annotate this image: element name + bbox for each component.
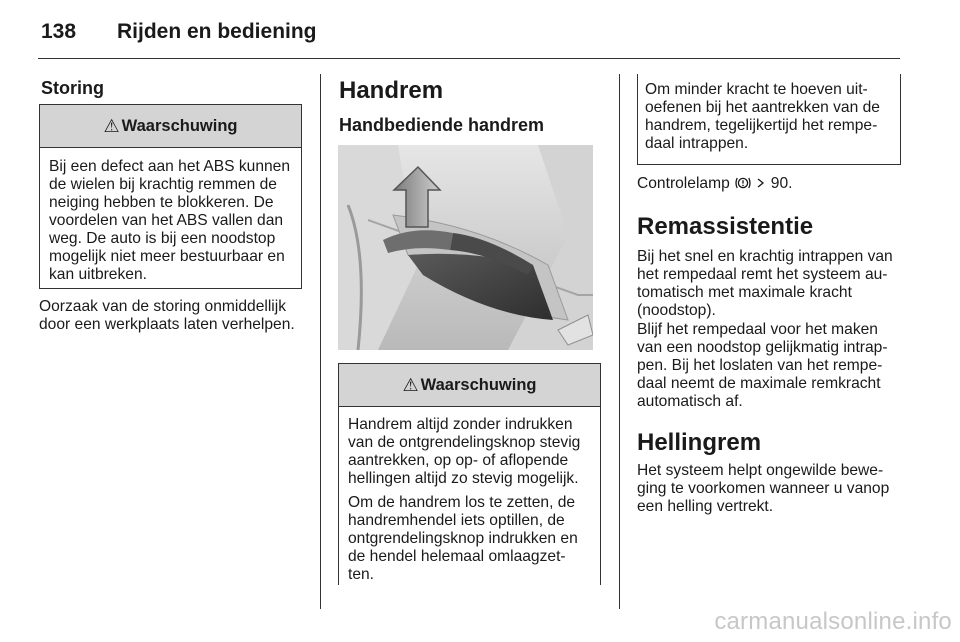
warning-body bbox=[339, 407, 600, 594]
warning-title: Waarschuwing bbox=[121, 116, 238, 135]
warning-box-abs bbox=[39, 104, 302, 289]
warning-box-handrem bbox=[338, 363, 601, 585]
continued-warning-text: Om minder kracht te hoeven uit- oefenen bij het aantrekken van de handrem, tegelijkertijd het rempe- daal intrappen. bbox=[645, 81, 880, 152]
handbrake-illustration-icon bbox=[338, 145, 593, 350]
header-divider bbox=[38, 58, 900, 59]
subheading-handbediende-handrem: Handbediende handrem bbox=[339, 115, 545, 135]
remassistentie-paragraph-1: Bij het snel en krachtig intrappen van het rempedaal remt het systeem au- tomatisch met maximale kracht (noodstop). bbox=[637, 248, 893, 319]
warning-header bbox=[339, 364, 600, 407]
warning-title: Waarschuwing bbox=[420, 375, 537, 394]
warning-triangle-icon: ⚠ bbox=[103, 115, 120, 136]
warning-triangle-icon: ⚠ bbox=[402, 374, 419, 395]
warning-text-1: Handrem altijd zonder indrukken van de ontgrendelingsknop stevig aantrekken, op op- of aflopende hellingen altijd zo stevig mogelijk. bbox=[348, 416, 581, 487]
page-reference-arrow-icon bbox=[756, 175, 770, 192]
watermark: carmanualsonline.info bbox=[714, 608, 952, 635]
remassistentie-paragraph-2: Blijf het rempedaal voor het maken van een noodstop gelijkmatig intrap- pen. Bij het loslaten van het rempe- daal neemt de maximale remkracht automatisch af. bbox=[637, 321, 888, 410]
section-heading-hellingrem: Hellingrem bbox=[637, 429, 762, 456]
section-heading-storing: Storing bbox=[41, 78, 104, 98]
page-number: 138 bbox=[41, 20, 77, 43]
warning-text: Bij een defect aan het ABS kunnen de wielen bij krachtig remmen de neiging hebben te blokkeren. De voordelen van het ABS vallen dan weg. De auto is bij een noodstop mogelijk niet meer bestuurbaar en kan uitbreken. bbox=[49, 158, 291, 283]
brake-warning-lamp-icon bbox=[734, 175, 752, 193]
chapter-title: Rijden en bediening bbox=[117, 20, 317, 43]
hellingrem-paragraph: Het systeem helpt ongewilde bewe- ging te voorkomen wanneer u vanop een helling vertrekt. bbox=[637, 462, 890, 515]
section-heading-handrem: Handrem bbox=[339, 77, 444, 104]
section-heading-remassistentie: Remassistentie bbox=[637, 213, 814, 240]
column-divider-1 bbox=[320, 74, 321, 609]
control-lamp-reference bbox=[637, 175, 792, 193]
control-lamp-label: Controlelamp bbox=[637, 175, 730, 192]
warning-text-2: Om de handrem los te zetten, de handremhendel iets optillen, de ontgrendelingsknop indrukken en de hendel helemaal omlaagzet- ten. bbox=[348, 494, 578, 583]
warning-body bbox=[40, 148, 301, 294]
control-lamp-page: 90. bbox=[770, 175, 793, 192]
warning-header bbox=[40, 105, 301, 148]
continued-warning-box bbox=[637, 74, 901, 165]
storing-paragraph: Oorzaak van de storing onmiddellijk door een werkplaats laten verhelpen. bbox=[39, 298, 295, 333]
handbrake-illustration bbox=[338, 145, 593, 350]
column-divider-2 bbox=[619, 74, 620, 609]
